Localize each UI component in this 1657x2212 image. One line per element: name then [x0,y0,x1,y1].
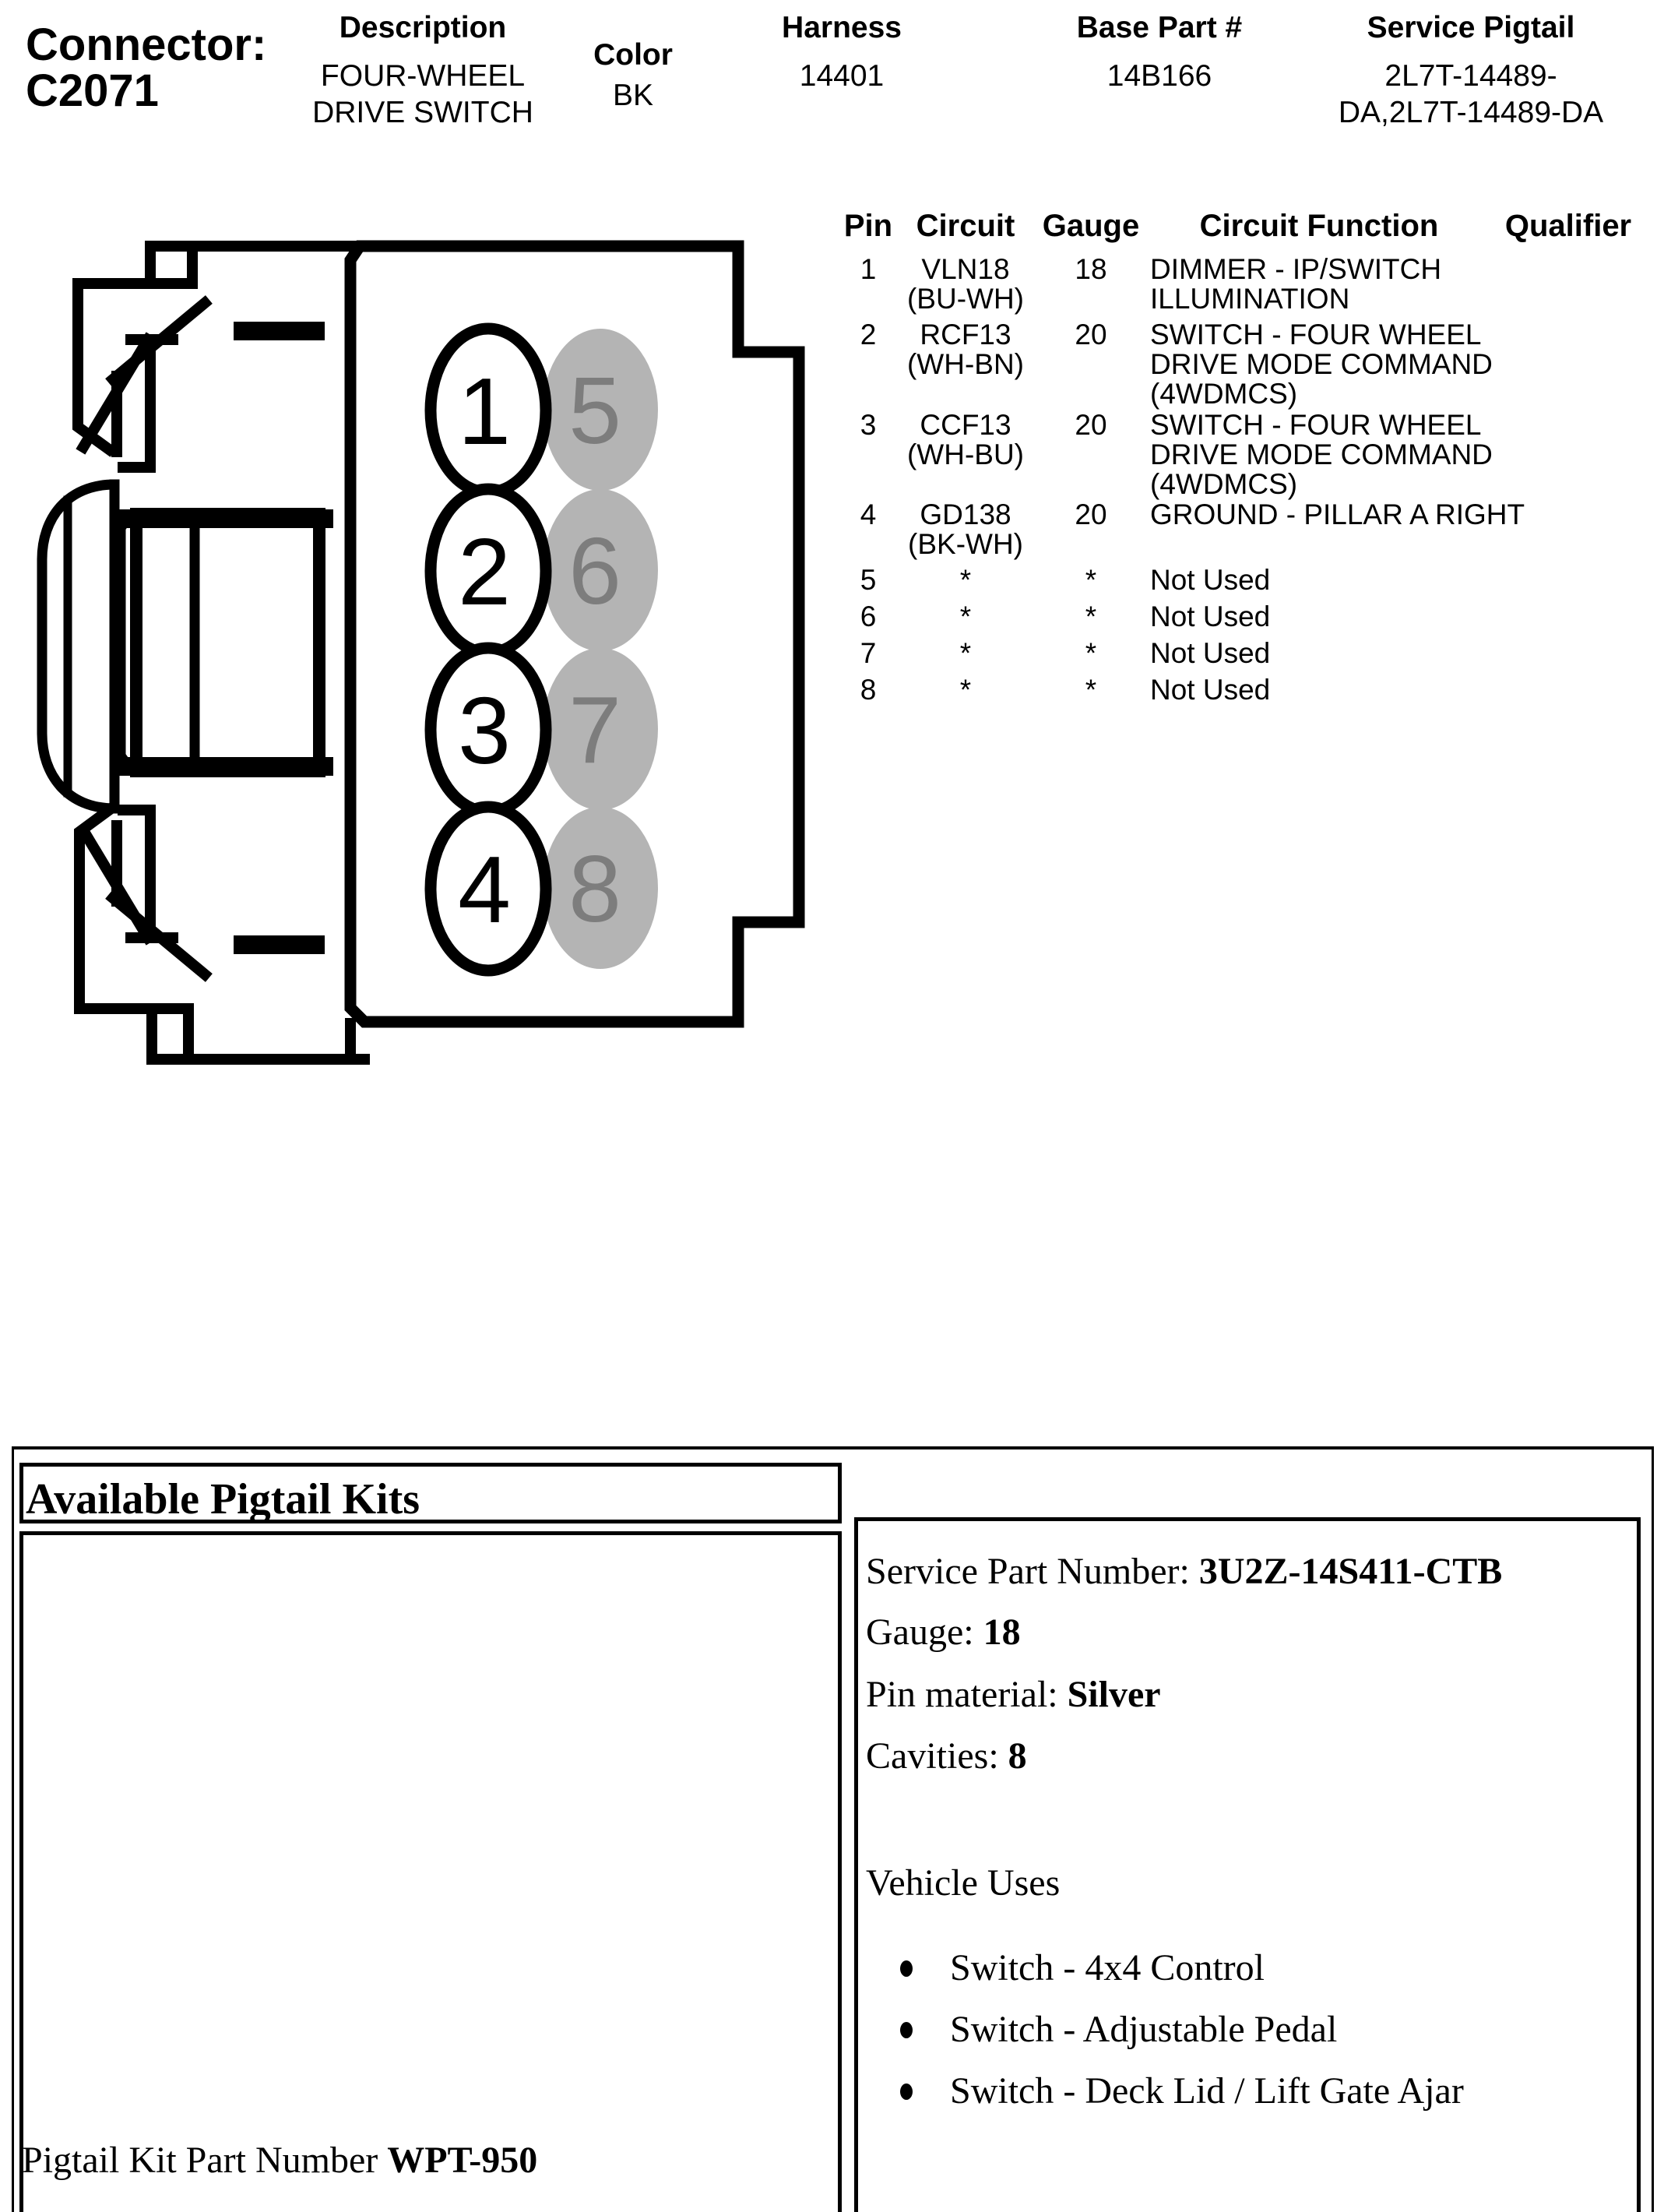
vehicle-uses-title: Vehicle Uses [866,1862,1061,1904]
function-cell: SWITCH - FOUR WHEEL [1150,319,1482,350]
circuit-cell: GD138 [920,498,1011,530]
description-line2: DRIVE SWITCH [312,96,533,129]
circuit-col-header: Circuit [916,209,1015,243]
pigtail-kit-cell [19,1531,842,2212]
function-cell: Not Used [1150,637,1271,669]
gauge-cell: * [1085,564,1097,596]
circuit-color-cell: (WH-BN) [906,348,1024,380]
cavity-block-left-strip [121,517,129,766]
service-pigtail-line2: DA,2L7T-14489-DA [1338,96,1604,129]
pin-cell: 3 [860,409,877,441]
cavity-7-number: 7 [568,677,621,783]
circuit-cell: CCF13 [920,409,1011,441]
vehicle-use-label: Switch - 4x4 Control [950,1947,1265,1988]
cavity-block [136,514,319,771]
gauge-cell: * [1085,601,1097,632]
service-part-value: 3U2Z-14S411-CTB [1198,1551,1503,1592]
outer-border-top [12,1446,1654,1449]
circuit-color-cell: (BK-WH) [908,528,1023,560]
pin-material-line [866,1673,1629,1717]
function-cell: Not Used [1150,564,1271,596]
cavities-value: 8 [1008,1735,1027,1777]
description-value [287,58,559,131]
pin-cell: 1 [860,253,877,285]
function-cell: DRIVE MODE COMMAND [1150,439,1493,470]
gauge-cell: * [1085,637,1097,669]
lock-barrel-arc [42,484,114,808]
harness-header: Harness [782,11,902,44]
top-tab-edge [150,246,360,284]
cavity-1-number: 1 [458,358,511,464]
base-part-value: 14B166 [1106,59,1212,93]
vehicle-use-label: Switch - Adjustable Pedal [950,2009,1338,2050]
service-part-number-line [866,1550,1629,1594]
pin-cell: 7 [860,637,877,669]
circuit-cell: VLN18 [921,253,1010,285]
vehicle-use-item [900,2069,1632,2113]
color-header: Color [593,38,673,72]
gauge-cell: 20 [1075,409,1107,441]
function-cell: SWITCH - FOUR WHEEL [1150,409,1482,441]
gauge-cell: * [1085,674,1097,706]
connector-id: C2071 [26,65,159,116]
pin-material-label: Pin material: [866,1674,1068,1715]
kit-number-label: Pigtail Kit Part Number [22,2140,388,2181]
vehicle-use-label: Switch - Deck Lid / Lift Gate Ajar [950,2070,1464,2112]
harness-value: 14401 [799,59,885,93]
function-cell: GROUND - PILLAR A RIGHT [1150,498,1525,530]
cavity-3-number: 3 [458,678,511,784]
cavity-4-number: 4 [458,837,511,942]
function-col-header: Circuit Function [1199,209,1439,243]
base-part-header: Base Part # [1076,11,1243,44]
cavity-2-number: 2 [458,519,511,625]
pin-cell: 8 [860,674,877,706]
circuit-color-cell: (WH-BU) [906,439,1024,470]
circuit-cell: * [959,601,972,632]
gauge-col-header: Gauge [1042,209,1140,243]
service-pigtail-header: Service Pigtail [1367,11,1575,44]
bullet-icon [900,2083,913,2100]
gauge-label: Gauge: [866,1611,983,1653]
function-cell: (4WDMCS) [1150,378,1298,410]
function-cell: ILLUMINATION [1150,283,1350,315]
pin-cell: 4 [860,498,877,530]
gauge-line [866,1611,1629,1654]
function-cell: DRIVE MODE COMMAND [1150,348,1493,380]
function-cell: DIMMER - IP/SWITCH [1150,253,1442,285]
circuit-cell: * [959,564,972,596]
outer-border-left [12,1446,14,2212]
color-value: BK [612,79,654,112]
service-pigtail-value [1327,58,1615,131]
cavity-6-number: 6 [568,518,621,624]
cavity-8-number: 8 [568,836,621,942]
cavities-label: Cavities: [866,1735,1008,1777]
gauge-value: 18 [983,1611,1021,1653]
qualifier-col-header: Qualifier [1504,209,1632,243]
cavities-line [866,1735,1629,1778]
bullet-icon [900,2022,913,2038]
circuit-cell: * [959,674,972,706]
circuit-color-cell: (BU-WH) [906,283,1024,315]
housing-line-art [42,246,364,1059]
connector-diagram [23,199,825,1095]
function-cell: Not Used [1150,674,1271,706]
gauge-cell: 20 [1075,319,1107,350]
pigtail-kits-header-cell [19,1463,842,1523]
vehicle-use-item [900,2008,1632,2052]
service-part-label: Service Part Number: [866,1551,1199,1592]
pigtail-kit-number-line [22,2139,537,2182]
gauge-cell: 20 [1075,498,1107,530]
description-header: Description [339,11,507,44]
cavity-5-number: 5 [568,358,621,463]
description-line1: FOUR-WHEEL [320,59,526,93]
service-pigtail-line1: 2L7T-14489- [1384,59,1557,93]
vehicle-use-item [900,1946,1632,1990]
pin-cell: 6 [860,601,877,632]
circuit-cell: * [959,637,972,669]
pigtail-kits-title: Available Pigtail Kits [26,1475,420,1523]
gauge-cell: 18 [1075,253,1107,285]
function-cell: (4WDMCS) [1150,468,1298,500]
pin-cell: 2 [860,319,877,350]
pin-material-value: Silver [1067,1674,1161,1715]
function-cell: Not Used [1150,601,1271,632]
circuit-cell: RCF13 [920,319,1011,350]
connector-label: Connector: [26,19,267,70]
pin-col-header: Pin [843,209,893,243]
outer-border-right [1652,1446,1654,2212]
kit-number-value: WPT-950 [387,2140,538,2181]
pin-cell: 5 [860,564,877,596]
bullet-icon [900,1960,913,1977]
connector-title [26,19,267,116]
